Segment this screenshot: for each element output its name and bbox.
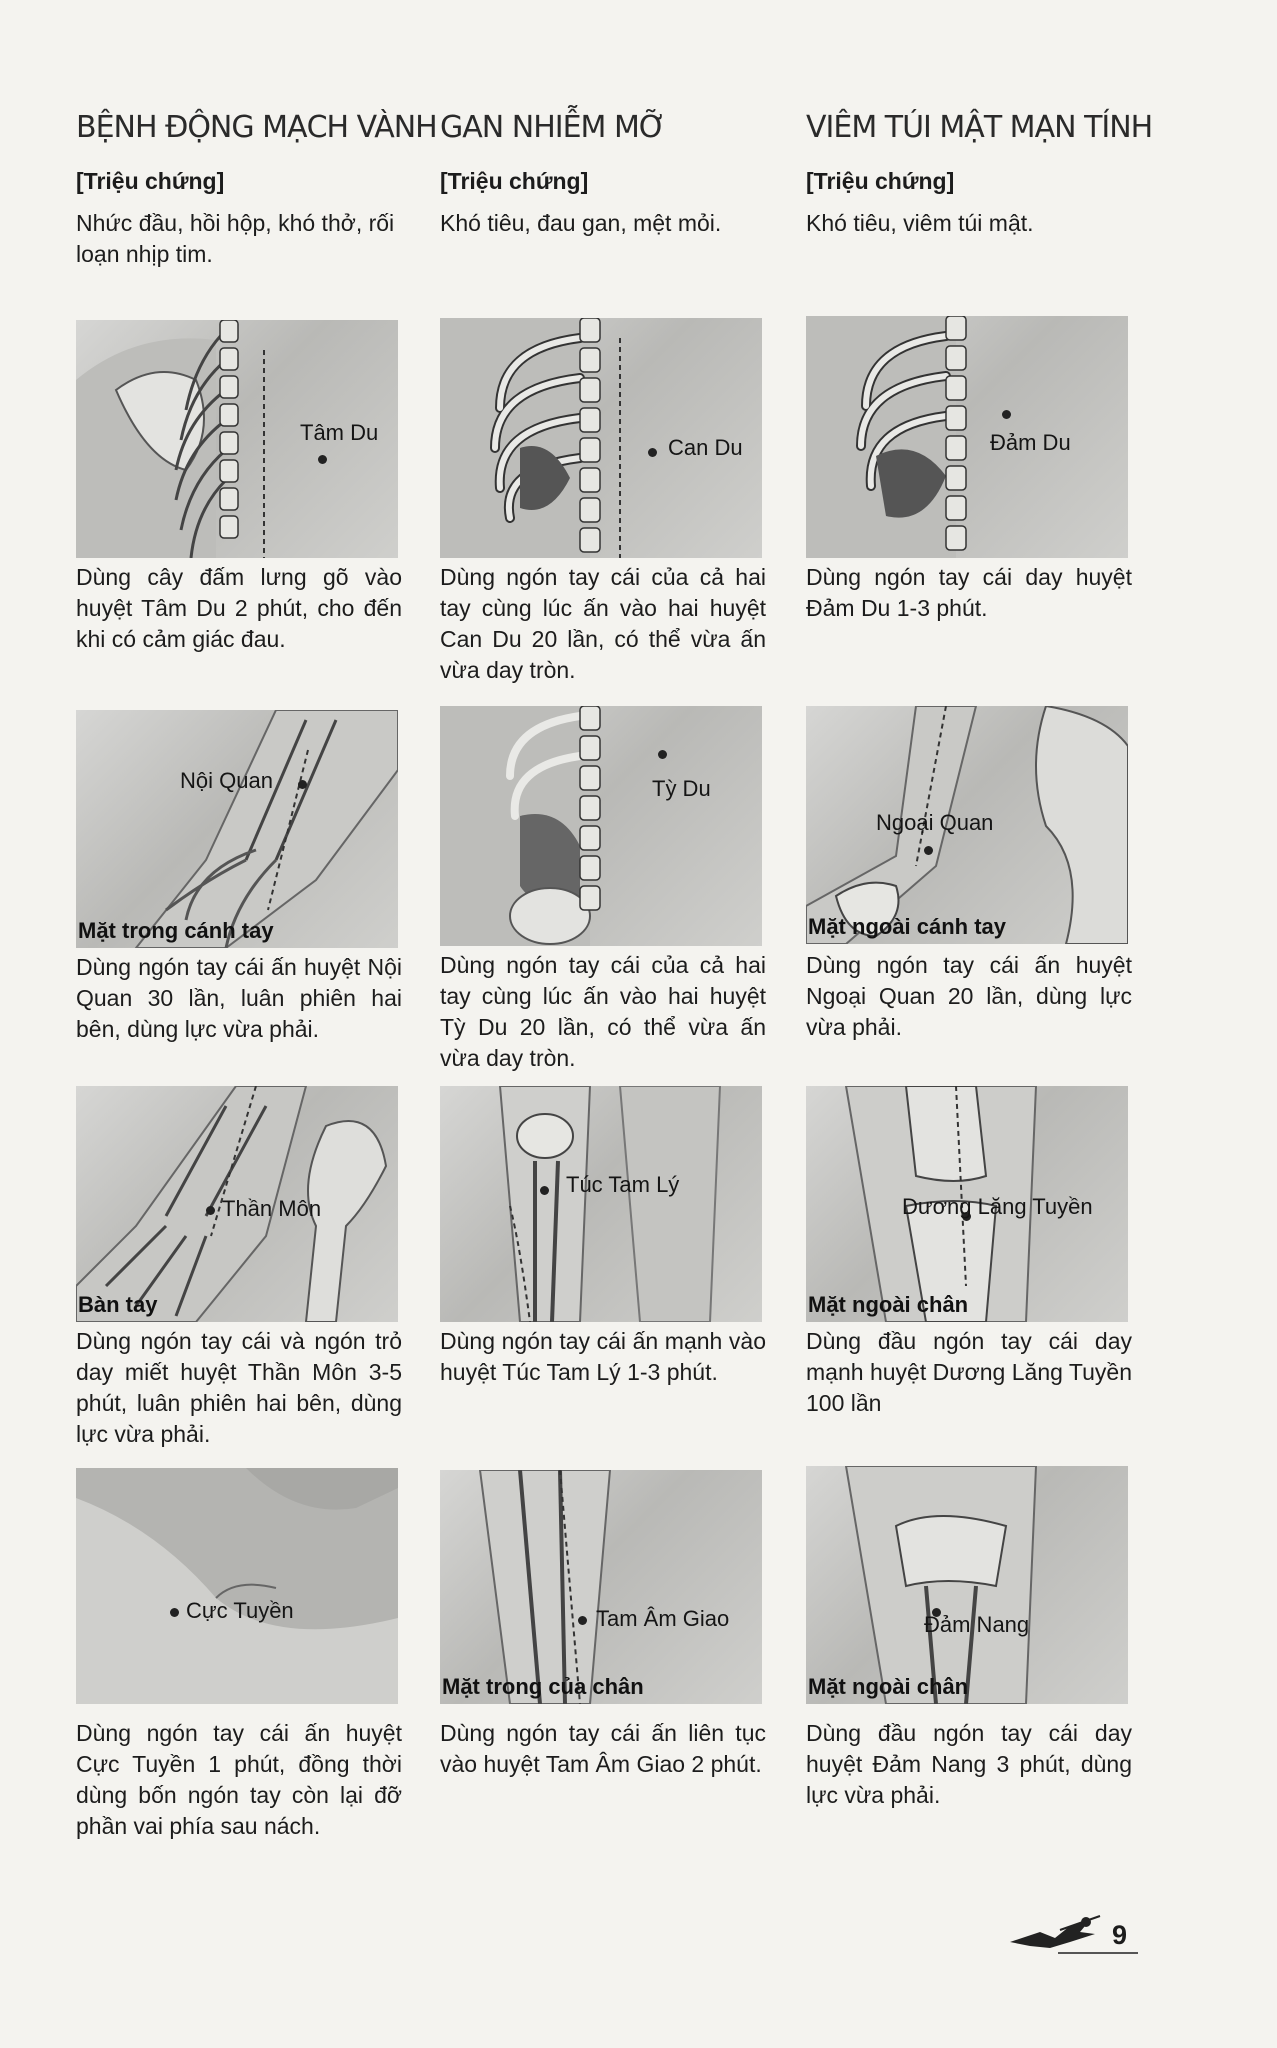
page-number: 9: [1112, 1920, 1128, 1950]
acupoint-label: Tỳ Du: [652, 776, 711, 801]
instruction-text: Dùng cây đấm lưng gõ vào huyệt Tâm Du 2 phút, cho đến khi có cảm giác đau.: [76, 564, 402, 652]
instruction-text: Dùng ngón tay cái day huyệt Đảm Du 1-3 phút.: [806, 564, 1132, 621]
runner-icon: [1000, 1912, 1104, 1956]
acupoint-label: Ngoại Quan: [876, 810, 994, 835]
section-title: BỆNH ĐỘNG MẠCH VÀNH: [76, 110, 437, 145]
instruction-text: Dùng ngón tay cái và ngón trỏ day miết huyệt Thần Môn 3-5 phút, luân phiên hai bên, dùng lực vừa phải.: [76, 1328, 402, 1447]
illustration-back-ribs: [440, 318, 762, 558]
instruction-text: Dùng đầu ngón tay cái day huyệt Đảm Nang 3 phút, dùng lực vừa phải.: [806, 1720, 1132, 1808]
inner-arm-illustration: [76, 710, 398, 948]
acupoint-label: Cực Tuyền: [186, 1598, 294, 1623]
acupoint-marker: [298, 780, 307, 789]
section-title: VIÊM TÚI MẬT MẠN TÍNH: [806, 110, 1153, 145]
illustration-outer-arm: [806, 706, 1128, 944]
instruction-text: Dùng ngón tay cái ấn liên tục vào huyệt Tam Âm Giao 2 phút.: [440, 1720, 766, 1777]
illustration-back-ribs-gallbladder: [806, 316, 1128, 558]
illustration-armpit: [76, 1468, 398, 1704]
illustration-inner-leg: [440, 1470, 762, 1704]
illustration-legs-front: [440, 1086, 762, 1322]
symptom-label: [Triệu chứng]: [806, 168, 955, 194]
body-part-caption: Mặt ngoài cánh tay: [808, 914, 1007, 939]
armpit-illustration: [76, 1468, 398, 1704]
acupoint-label: Tam Âm Giao: [596, 1606, 730, 1631]
instruction-text: Dùng ngón tay cái ấn huyệt Nội Quan 30 lần, luân phiên hai bên, dùng lực vừa phải.: [76, 954, 402, 1042]
body-part-caption: Mặt ngoài chân: [808, 1292, 969, 1317]
acupoint-label: Đảm Du: [990, 430, 1071, 455]
lower-leg-illustration: [806, 1466, 1128, 1704]
illustration-inner-arm: [76, 710, 398, 948]
symptom-text: Khó tiêu, viêm túi mật.: [806, 210, 1034, 236]
lower-back-illustration: [440, 706, 762, 946]
acupoint-label: Dương Lăng Tuyền: [902, 1194, 1093, 1219]
symptom-text: Nhức đầu, hồi hộp, khó thở, rối loạn nhịp tim.: [76, 210, 395, 267]
body-part-caption: Mặt ngoài chân: [808, 1674, 969, 1699]
instruction-text: Dùng ngón tay cái ấn huyệt Ngoại Quan 20 lần, dùng lực vừa phải.: [806, 952, 1132, 1040]
inner-leg-illustration: [440, 1470, 762, 1704]
instruction-text: Dùng ngón tay cái ấn mạnh vào huyệt Túc Tam Lý 1-3 phút.: [440, 1328, 766, 1385]
illustration-lower-back: [440, 706, 762, 946]
symptom-label: [Triệu chứng]: [76, 168, 225, 194]
acupoint-label: Tâm Du: [300, 420, 379, 445]
illustration-hand: [76, 1086, 398, 1322]
acupoint-marker: [170, 1608, 179, 1617]
acupoint-marker: [318, 455, 327, 464]
acupoint-marker: [658, 750, 667, 759]
acupoint-marker: [206, 1206, 215, 1215]
acupoint-label: Nội Quan: [180, 768, 273, 793]
instruction-text: Dùng ngón tay cái ấn huyệt Cực Tuyền 1 phút, đồng thời dùng bốn ngón tay còn lại đỡ phần vai phía sau nách.: [76, 1720, 402, 1839]
acupoint-marker: [924, 846, 933, 855]
acupoint-marker: [578, 1616, 587, 1625]
footer-rule: [1058, 1952, 1138, 1954]
instruction-text: Dùng ngón tay cái của cả hai tay cùng lúc ấn vào hai huyệt Tỳ Du 20 lần, có thể vừa ấn vừa day tròn.: [440, 952, 766, 1071]
symptom-text: Khó tiêu, đau gan, mệt mỏi.: [440, 210, 722, 236]
illustration-outer-lower-leg: [806, 1466, 1128, 1704]
acupoint-label: Đảm Nang: [924, 1612, 1030, 1637]
body-part-caption: Mặt trong cánh tay: [78, 918, 274, 943]
acupoint-label: Thần Môn: [222, 1196, 322, 1221]
leg-illustration: [440, 1086, 762, 1322]
illustration-outer-knee: [806, 1086, 1128, 1322]
acupoint-marker: [648, 448, 657, 457]
acupoint-label: Túc Tam Lý: [566, 1172, 680, 1197]
symptom-label: [Triệu chứng]: [440, 168, 589, 194]
section-title: GAN NHIỄM MỠ: [440, 110, 666, 145]
body-part-caption: Bàn tay: [78, 1292, 158, 1317]
instruction-text: Dùng ngón tay cái của cả hai tay cùng lúc ấn vào hai huyệt Can Du 20 lần, có thể vừa ấn vừa day tròn.: [440, 564, 766, 683]
acupoint-label: Can Du: [668, 435, 743, 460]
acupoint-marker: [1002, 410, 1011, 419]
ribcage-illustration: [806, 316, 1128, 558]
acupoint-marker: [540, 1186, 549, 1195]
illustration-back-shoulder: [76, 320, 398, 558]
instruction-text: Dùng đầu ngón tay cái day mạnh huyệt Dương Lăng Tuyền 100 lần: [806, 1328, 1132, 1416]
body-part-caption: Mặt trong của chân: [442, 1674, 644, 1699]
